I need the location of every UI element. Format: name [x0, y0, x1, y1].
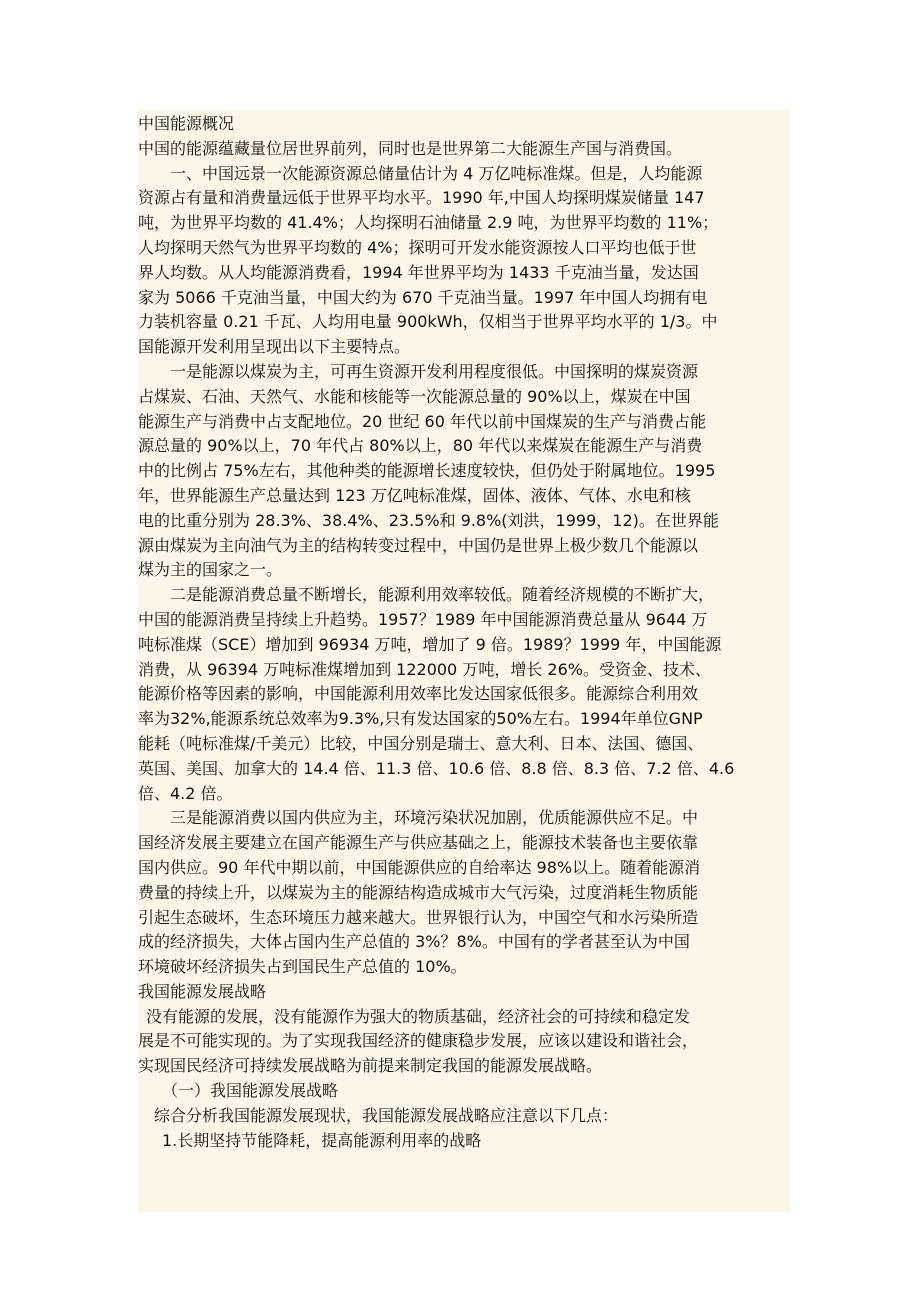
- text-line: 能耗（吨标准煤/千美元）比较，中国分别是瑞士、意大利、日本、法国、德国、: [138, 733, 704, 753]
- text-line: 能源价格等因素的影响，中国能源利用效率比发达国家低很多。能源综合利用效: [138, 684, 699, 704]
- text-line: 力装机容量 0.21 千瓦、人均用电量 900kWh，仅相当于世界平均水平的 1/3。中: [138, 312, 718, 332]
- text-line: 界人均数。从人均能源消费看，1994 年世界平均为 1433 千克油当量，发达国: [138, 262, 699, 282]
- sub-intro: 综合分析我国能源发展现状，我国能源发展战略应注意以下几点：: [154, 1105, 619, 1125]
- paragraph-4: [138, 806, 794, 980]
- text-line: 二是能源消费总量不断增长，能源利用效率较低。随着经济规模的不断扩大，: [170, 585, 715, 605]
- text-line: 环境破坏经济损失占到国民生产总值的 10%。: [138, 957, 467, 977]
- text-line: 率为32%,能源系统总效率为9.3%,只有发达国家的50%左右。1994年单位GNP: [138, 709, 703, 729]
- text-line: 煤为主的国家之一。: [138, 560, 283, 580]
- text-line: 成的经济损失，大体占国内生产总值的 3%？8%。中国有的学者甚至认为中国: [138, 932, 690, 952]
- text-line: 源总量的 90%以上，70 年代占 80%以上，80 年代以来煤炭在能源生产与消费: [138, 436, 703, 456]
- text-line: 能源生产与消费中占支配地位。20 世纪 60 年代以前中国煤炭的生产与消费占能: [138, 411, 706, 431]
- text-line: 引起生态破坏，生态环境压力越来越大。世界银行认为，中国空气和水污染所造: [138, 907, 699, 927]
- text-line: 吨，为世界平均数的 41.4%；人均探明石油储量 2.9 吨，为世界平均数的 11%；: [138, 213, 719, 233]
- text-line: 占煤炭、石油、天然气、水能和核能等一次能源总量的 90%以上，煤炭在中国: [138, 386, 691, 406]
- text-line: 消费，从 96394 万吨标准煤增加到 122000 万吨，增长 26%。受资金、技术、: [138, 659, 711, 679]
- text-line: 一、中国远景一次能源资源总储量估计为 4 万亿吨标准煤。但是，人均能源: [170, 163, 703, 183]
- text-line: 中国的能源消费呈持续上升趋势。1957？1989 年中国能源消费总量从 9644 万: [138, 609, 708, 629]
- intro-line: 中国的能源蕴藏量位居世界前列，同时也是世界第二大能源生产国与消费国。: [138, 138, 683, 158]
- text-line: 中的比例占 75%左右，其他种类的能源增长速度较快，但仍处于附属地位。1995: [138, 461, 716, 481]
- list-item-1: 1.长期坚持节能降耗，提高能源利用率的战略: [162, 1130, 482, 1150]
- text-line: 电的比重分别为 28.3%、38.4%、23.5%和 9.8%(刘洪，1999，12)。在世界能: [138, 510, 719, 530]
- text-line: 费量的持续上升，以煤炭为主的能源结构造成城市大气污染，过度消耗生物质能: [138, 882, 699, 902]
- sub-heading: （一）我国能源发展战略: [162, 1081, 339, 1101]
- doc-title: 中国能源概况: [138, 114, 235, 133]
- paragraph-2: [138, 360, 794, 583]
- text-line: 三是能源消费以国内供应为主，环境污染状况加剧，优质能源供应不足。中: [170, 808, 699, 828]
- paragraph-3: [138, 583, 794, 806]
- text-line: 国经济发展主要建立在国产能源生产与供应基础之上，能源技术装备也主要依靠: [138, 833, 699, 853]
- text-line: 一是能源以煤炭为主，可再生资源开发利用程度很低。中国探明的煤炭资源: [170, 361, 699, 381]
- text-line: 家为 5066 千克油当量，中国大约为 670 千克油当量。1997 年中国人均拥有电: [138, 287, 708, 307]
- text-line: 倍、4.2 倍。: [138, 783, 233, 803]
- section-heading: 我国能源发展战略: [138, 981, 267, 1001]
- text-line: 实现国民经济可持续发展战略为前提来制定我国的能源发展战略。: [138, 1056, 603, 1076]
- text-line: 英国、美国、加拿大的 14.4 倍、11.3 倍、10.6 倍、8.8 倍、8.3 倍、7.2 倍、4.6: [138, 758, 735, 778]
- text-line: 资源占有量和消费量远低于世界平均水平。1990 年,中国人均探明煤炭储量 147: [138, 188, 705, 208]
- text-line: 年，世界能源生产总量达到 123 万亿吨标准煤，固体、液体、气体、水电和核: [138, 485, 691, 505]
- document-body: [138, 112, 794, 1153]
- text-line: 人均探明天然气为世界平均数的 4%；探明可开发水能资源按人口平均也低于世: [138, 237, 697, 257]
- text-line: 源由煤炭为主向油气为主的结构转变过程中，中国仍是世界上极少数几个能源以: [138, 535, 699, 555]
- text-line: 吨标准煤（SCE）增加到 96934 万吨，增加了 9 倍。1989？1999 年，中国能源: [138, 634, 722, 654]
- text-line: 展是不可能实现的。为了实现我国经济的健康稳步发展，应该以建设和谐社会，: [138, 1031, 699, 1051]
- paragraph-1: [138, 162, 794, 360]
- text-line: 没有能源的发展，没有能源作为强大的物质基础，经济社会的可持续和稳定发: [146, 1006, 691, 1026]
- text-line: 国内供应。90 年代中期以前，中国能源供应的自给率达 98%以上。随着能源消: [138, 857, 701, 877]
- text-line: 国能源开发利用呈现出以下主要特点。: [138, 337, 411, 357]
- strategy-paragraph: [138, 1005, 794, 1079]
